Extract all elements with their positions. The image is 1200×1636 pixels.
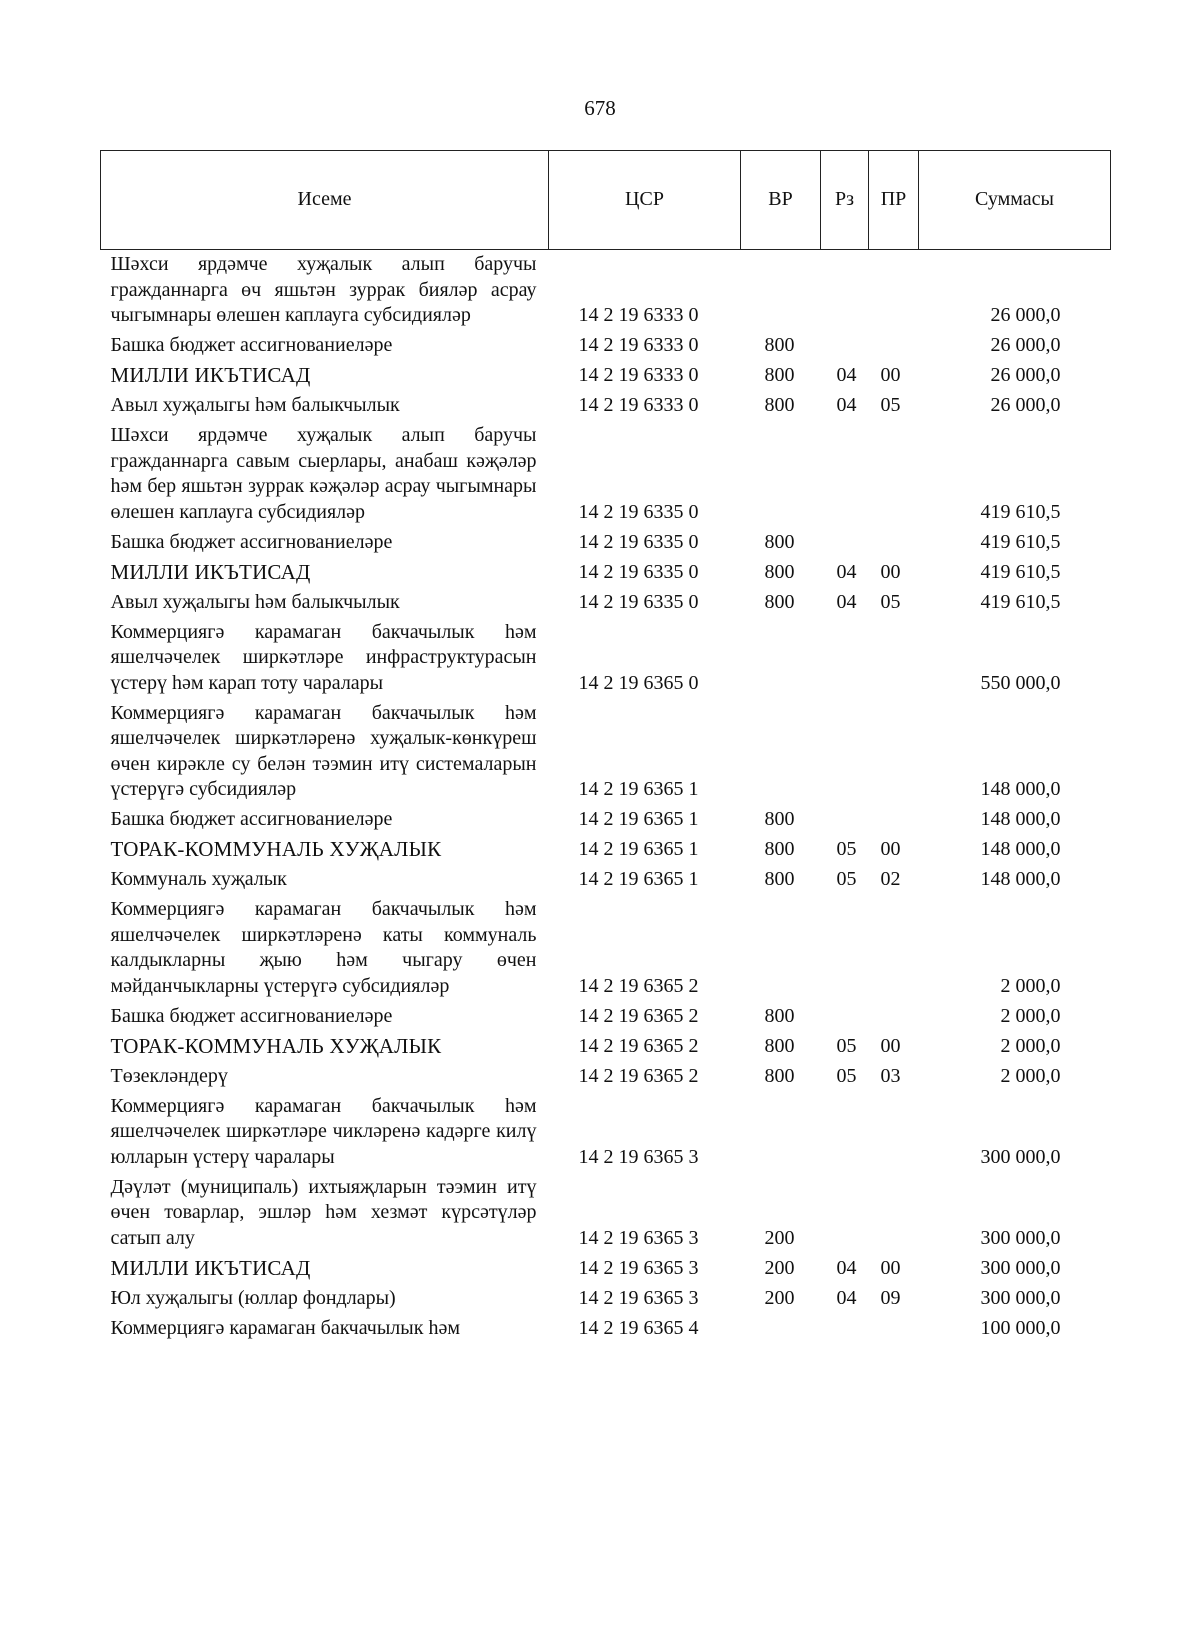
cell-csr: 14 2 19 6365 4	[578, 1316, 699, 1339]
cell-rz	[821, 250, 869, 332]
cell-csr: 14 2 19 6365 2	[578, 1034, 699, 1057]
header-pr: ПР	[869, 151, 919, 250]
cell-csr: 14 2 19 6365 3	[578, 1226, 699, 1249]
cell-rz	[821, 528, 869, 558]
cell-name: Коммерциягә карамаган бакчачылык һәм яшелчәчелек ширкәтләре инфраструктурасын үстерү һәм карап тоту чаралары	[110, 620, 537, 694]
cell-vr: 800	[764, 868, 795, 890]
cell-pr: 09	[880, 1286, 901, 1309]
cell-sum: 26 000,0	[990, 394, 1061, 416]
cell-pr: 00	[880, 1256, 901, 1279]
cell-csr: 14 2 19 6333 0	[578, 394, 699, 416]
cell-rz: 05	[836, 1034, 857, 1057]
cell-sum: 148 000,0	[980, 778, 1061, 800]
table-row	[101, 1314, 1111, 1344]
cell-rz: 04	[836, 1256, 857, 1279]
cell-name: ТОРАК-КОММУНАЛЬ ХУҖАЛЫК	[110, 837, 442, 861]
cell-vr: 800	[764, 334, 795, 356]
cell-sum: 26 000,0	[990, 334, 1061, 356]
budget-table	[100, 150, 1111, 1344]
cell-rz	[821, 1173, 869, 1254]
cell-sum: 300 000,0	[980, 1256, 1061, 1279]
cell-name: Шәхси ярдәмче хуҗалык алып баручы гражданнарга өч яшьтән зуррак бияләр асрау чыгымнары өлешен каплауга субсидияләр	[110, 253, 537, 326]
cell-rz: 04	[836, 394, 857, 416]
cell-name: Башка бюджет ассигнованиеләре	[110, 808, 393, 830]
cell-pr	[869, 1314, 919, 1344]
header-row	[101, 151, 1111, 250]
cell-name: Башка бюджет ассигнованиеләре	[110, 1004, 393, 1027]
header-rz: Рз	[821, 151, 869, 250]
table-header	[101, 151, 1111, 250]
cell-pr	[869, 1002, 919, 1032]
cell-pr	[869, 250, 919, 332]
cell-name: Юл хуҗалыгы (юллар фондлары)	[110, 1286, 396, 1309]
table-row	[101, 1062, 1111, 1092]
cell-sum: 419 610,5	[980, 560, 1061, 583]
cell-rz: 04	[836, 364, 857, 386]
cell-vr	[741, 1092, 821, 1173]
cell-sum: 550 000,0	[980, 671, 1061, 694]
cell-csr: 14 2 19 6365 3	[578, 1286, 699, 1309]
cell-rz: 05	[836, 868, 857, 890]
cell-pr	[869, 421, 919, 528]
cell-pr: 05	[880, 590, 901, 613]
cell-pr: 00	[880, 1034, 901, 1057]
cell-rz: 05	[836, 838, 857, 860]
cell-vr	[741, 699, 821, 806]
table-row	[101, 1092, 1111, 1173]
cell-pr: 05	[880, 394, 901, 416]
cell-vr: 800	[764, 364, 795, 386]
table-row	[101, 1173, 1111, 1254]
cell-rz: 04	[836, 590, 857, 613]
cell-name: МИЛЛИ ИКЪТИСАД	[110, 559, 311, 584]
table-row	[101, 361, 1111, 391]
cell-name: Коммерциягә карамаган бакчачылык һәм	[110, 1316, 460, 1339]
cell-pr	[869, 699, 919, 806]
cell-csr: 14 2 19 6335 0	[578, 590, 699, 613]
page-number: 678	[584, 96, 616, 120]
cell-sum: 419 610,5	[980, 590, 1061, 613]
cell-sum: 2 000,0	[1000, 974, 1061, 997]
cell-vr: 800	[764, 808, 795, 830]
cell-sum: 100 000,0	[980, 1316, 1061, 1339]
cell-rz: 05	[836, 1064, 857, 1087]
cell-vr: 800	[764, 590, 795, 613]
cell-name: Авыл хуҗалыгы һәм балыкчылык	[110, 394, 400, 416]
cell-csr: 14 2 19 6365 0	[578, 671, 699, 694]
cell-vr: 800	[764, 1064, 795, 1087]
table-row	[101, 558, 1111, 588]
cell-vr	[741, 421, 821, 528]
cell-sum: 300 000,0	[980, 1226, 1061, 1249]
table-row	[101, 865, 1111, 895]
table-row	[101, 1254, 1111, 1284]
table-row	[101, 1032, 1111, 1062]
cell-pr	[869, 331, 919, 361]
cell-rz	[821, 618, 869, 699]
cell-name: Коммерциягә карамаган бакчачылык һәм яшелчәчелек ширкәтләре чикләренә кадәрге килү юлларын үстерү чаралары	[110, 1094, 537, 1168]
cell-csr: 14 2 19 6365 1	[578, 838, 699, 860]
cell-name: МИЛЛИ ИКЪТИСАД	[110, 1255, 311, 1280]
cell-name: Коммерциягә карамаган бакчачылык һәм яшелчәчелек ширкәтләренә каты коммуналь калдыкларны җыю һәм чыгару өчен мәйданчыкларны үстерүгә субсидияләр	[110, 898, 537, 997]
cell-name: Шәхси ярдәмче хуҗалык алып баручы гражданнарга савым сыерлары, анабаш кәҗәләр һәм бер яшьтән зуррак кәҗәләр асрау чыгымнары өлешен каплауга субсидияләр	[110, 424, 537, 523]
cell-rz	[821, 1314, 869, 1344]
cell-pr	[869, 528, 919, 558]
cell-vr	[741, 895, 821, 1002]
cell-csr: 14 2 19 6365 3	[578, 1145, 699, 1168]
table-row	[101, 1002, 1111, 1032]
cell-csr: 14 2 19 6365 2	[578, 1004, 699, 1027]
cell-sum: 2 000,0	[1000, 1004, 1061, 1027]
cell-vr	[741, 1314, 821, 1344]
cell-name: Башка бюджет ассигнованиеләре	[110, 334, 393, 356]
cell-sum: 419 610,5	[980, 500, 1061, 523]
cell-vr: 800	[764, 560, 795, 583]
cell-name: Дәүләт (муниципаль) ихтыяҗларын тәэмин итү өчен товарлар, эшләр һәм хезмәт күрсәтүләр сатып алу	[110, 1175, 537, 1249]
header-vr: ВР	[741, 151, 821, 250]
table-row	[101, 895, 1111, 1002]
cell-sum: 419 610,5	[980, 530, 1061, 553]
cell-rz: 04	[836, 560, 857, 583]
cell-name: Башка бюджет ассигнованиеләре	[110, 530, 393, 553]
table-row	[101, 699, 1111, 806]
cell-csr: 14 2 19 6365 2	[578, 1064, 699, 1087]
table-row	[101, 391, 1111, 421]
cell-pr	[869, 1092, 919, 1173]
cell-csr: 14 2 19 6365 1	[578, 808, 699, 830]
cell-vr: 800	[764, 530, 795, 553]
cell-vr	[741, 250, 821, 332]
cell-pr: 03	[880, 1064, 901, 1087]
cell-rz	[821, 1002, 869, 1032]
cell-rz	[821, 805, 869, 835]
header-csr: ЦСР	[549, 151, 741, 250]
table-row	[101, 835, 1111, 865]
cell-vr	[741, 618, 821, 699]
cell-vr: 200	[764, 1286, 795, 1309]
cell-rz	[821, 1092, 869, 1173]
cell-sum: 148 000,0	[980, 868, 1061, 890]
cell-rz	[821, 331, 869, 361]
cell-csr: 14 2 19 6365 1	[578, 778, 699, 800]
cell-pr: 00	[880, 838, 901, 860]
cell-vr: 800	[764, 1004, 795, 1027]
cell-csr: 14 2 19 6335 0	[578, 500, 699, 523]
cell-pr: 00	[880, 560, 901, 583]
cell-csr: 14 2 19 6335 0	[578, 530, 699, 553]
cell-sum: 300 000,0	[980, 1145, 1061, 1168]
cell-rz	[821, 421, 869, 528]
cell-name: Коммерциягә карамаган бакчачылык һәм яшелчәчелек ширкәтләренә хуҗалык-көнкүреш өчен кирәкле су белән тәэмин итү системаларын үстерүгә субсидияләр	[110, 701, 537, 800]
cell-sum: 26 000,0	[990, 304, 1061, 326]
table-row	[101, 588, 1111, 618]
cell-csr: 14 2 19 6333 0	[578, 334, 699, 356]
cell-vr: 200	[764, 1226, 795, 1249]
cell-pr	[869, 1173, 919, 1254]
cell-sum: 300 000,0	[980, 1286, 1061, 1309]
cell-rz	[821, 699, 869, 806]
cell-rz	[821, 895, 869, 1002]
table-row	[101, 528, 1111, 558]
cell-pr	[869, 895, 919, 1002]
cell-name: ТОРАК-КОММУНАЛЬ ХУҖАЛЫК	[110, 1033, 442, 1058]
cell-vr: 800	[764, 394, 795, 416]
cell-pr: 00	[880, 364, 901, 386]
cell-vr: 800	[764, 1034, 795, 1057]
table-row	[101, 250, 1111, 332]
cell-csr: 14 2 19 6335 0	[578, 560, 699, 583]
table-row	[101, 331, 1111, 361]
cell-vr: 200	[764, 1256, 795, 1279]
cell-sum: 26 000,0	[990, 364, 1061, 386]
cell-csr: 14 2 19 6333 0	[578, 304, 699, 326]
cell-csr: 14 2 19 6365 1	[578, 868, 699, 890]
cell-name: Авыл хуҗалыгы һәм балыкчылык	[110, 590, 400, 613]
cell-pr: 02	[880, 868, 901, 890]
cell-sum: 148 000,0	[980, 838, 1061, 860]
cell-sum: 148 000,0	[980, 808, 1061, 830]
table-row	[101, 805, 1111, 835]
table-row	[101, 421, 1111, 528]
cell-pr	[869, 618, 919, 699]
cell-sum: 2 000,0	[1000, 1034, 1061, 1057]
table-row	[101, 1284, 1111, 1314]
cell-name: Коммуналь хуҗалык	[110, 868, 287, 890]
cell-sum: 2 000,0	[1000, 1064, 1061, 1087]
header-name: Исеме	[101, 151, 549, 250]
cell-pr	[869, 805, 919, 835]
cell-vr: 800	[764, 838, 795, 860]
header-sum: Суммасы	[919, 151, 1111, 250]
cell-rz: 04	[836, 1286, 857, 1309]
cell-csr: 14 2 19 6333 0	[578, 364, 699, 386]
cell-name: Төзекләндерү	[110, 1064, 228, 1087]
table-row	[101, 618, 1111, 699]
cell-csr: 14 2 19 6365 2	[578, 974, 699, 997]
cell-csr: 14 2 19 6365 3	[578, 1256, 699, 1279]
table-body	[101, 250, 1111, 1344]
cell-name: МИЛЛИ ИКЪТИСАД	[110, 363, 311, 387]
